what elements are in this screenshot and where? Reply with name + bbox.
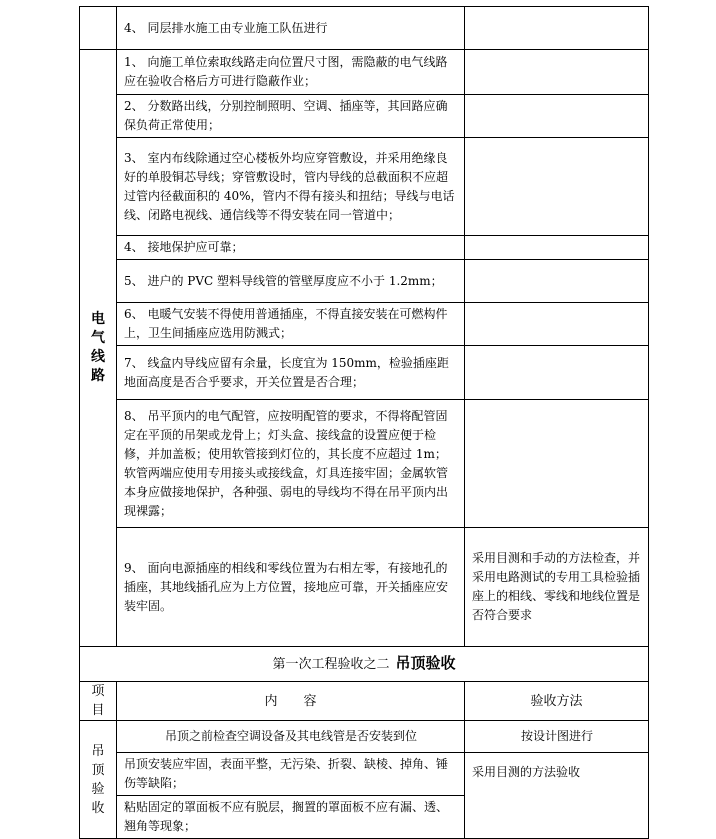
content-cell: 5、 进户的 PVC 塑料导线管的管壁厚度应不小于 1.2mm； — [117, 260, 465, 303]
method-cell: 采用目测和手动的方法检查，并采用电路测试的专用工具检验插座上的相线、零线和地线位置是否符合要求 — [465, 528, 649, 647]
content-cell: 吊顶安装应牢固，表面平整，无污染、折裂、缺棱、掉角、锤伤等缺陷； — [117, 753, 465, 796]
content-cell: 1、 向施工单位索取线路走向位置尺寸图，需隐蔽的电气线路应在验收合格后方可进行隐蔽作业； — [117, 50, 465, 95]
method-cell: 按设计图进行 — [465, 721, 649, 753]
content-cell: 吊顶之前检查空调设备及其电线管是否安装到位 — [117, 721, 465, 753]
category-cell-electrical: 电 气 线 路 — [80, 50, 117, 647]
content-cell: 7、 线盒内导线应留有余量，长度宜为 150mm，检验插座距地面高度是否合乎要求，开关位置是否合理； — [117, 346, 465, 400]
section-title: 第一次工程验收之二 吊顶验收 — [80, 647, 649, 682]
content-cell: 3、 室内布线除通过空心楼板外均应穿管敷设，并采用绝缘良好的单股铜芯导线；穿管敷设时，管内导线的总截面积不应超过管内径截面积的 40%，管内不得有接头和扭结；导线与电话线、闭路电视线、通信线等不得安装在同一管道中； — [117, 138, 465, 236]
method-cell — [465, 50, 649, 95]
content-cell: 9、 面向电源插座的相线和零线位置为右相左零，有接地孔的插座，其地线插孔应为上方位置，接地应可靠，开关插座应安装牢固。 — [117, 528, 465, 647]
method-cell — [465, 95, 649, 138]
category-cell-prev — [80, 7, 117, 50]
method-cell: 采用目测的方法验收 — [465, 753, 649, 839]
content-cell: 8、 吊平顶内的电气配管，应按明配管的要求，不得将配管固定在平顶的吊架或龙骨上；灯头盒、接线盒的设置应便于检修，并加盖板；使用软管接到灯位的，其长度不应超过 1m；软管两端应使用专用接头或接线盒，灯具连接牢固；金属软管本身应做接地保护，各种强、弱电的导线均不得在吊平顶内出现裸露； — [117, 400, 465, 528]
method-cell — [465, 346, 649, 400]
method-cell — [465, 236, 649, 260]
acceptance-table — [79, 6, 649, 839]
header-content: 内 容 — [117, 682, 465, 721]
content-cell: 6、 电暖气安装不得使用普通插座，不得直接安装在可燃构件上，卫生间插座应选用防溅式； — [117, 303, 465, 346]
method-cell — [465, 400, 649, 528]
method-cell — [465, 303, 649, 346]
content-cell: 4、 接地保护应可靠； — [117, 236, 465, 260]
content-cell: 粘贴固定的罩面板不应有脱层，搁置的罩面板不应有漏、透、翘角等现象； — [117, 796, 465, 839]
content-cell: 2、 分数路出线，分别控制照明、空调、插座等，其回路应确保负荷正常使用； — [117, 95, 465, 138]
content-cell: 4、 同层排水施工由专业施工队伍进行 — [117, 7, 465, 50]
header-method: 验收方法 — [465, 682, 649, 721]
method-cell — [465, 7, 649, 50]
method-cell — [465, 138, 649, 236]
header-item: 项 目 — [80, 682, 117, 721]
method-cell — [465, 260, 649, 303]
category-cell-ceiling: 吊 顶 验 收 — [80, 721, 117, 839]
